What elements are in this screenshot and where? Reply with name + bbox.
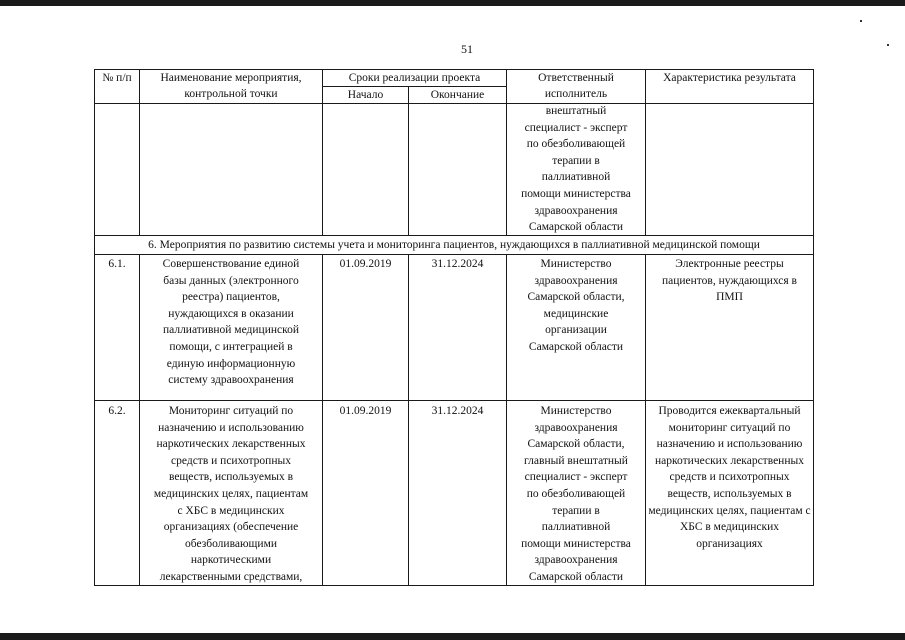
page-number: 51 <box>461 42 473 56</box>
row-start-date: 01.09.2019 <box>339 405 392 417</box>
row-result: Электронные реестры пациентов, нуждающихся в ПМП <box>661 258 797 304</box>
header-responsible: Ответственный исполнитель <box>538 72 614 100</box>
row-number: 6.2. <box>108 405 126 417</box>
row-responsible: Министерство здравоохранения Самарской области, главный внештатный специалист - эксперт по обезболивающей терапии в паллиативной помощи министерства здравоохранения Самарской области <box>521 405 631 583</box>
row-number: 6.1. <box>108 258 126 270</box>
scan-speck <box>887 44 889 46</box>
row-responsible: Министерство здравоохранения Самарской области, медицинские организации Самарской области <box>527 258 625 353</box>
row-end-date: 31.12.2024 <box>431 405 484 417</box>
row-end-date: 31.12.2024 <box>431 258 484 270</box>
header-result: Характеристика результата <box>663 72 796 84</box>
row-start-date: 01.09.2019 <box>339 258 392 270</box>
scan-speck <box>860 20 862 22</box>
row-event-name: Мониторинг ситуаций по назначению и использованию наркотических лекарственных средств и психотропных веществ, используемых в медицинских целях, пациентам с ХБС в медицинских организациях (обеспечение обезболивающими наркотическими лекарственными средствами, <box>153 405 309 583</box>
scan-bottom-edge <box>0 633 905 640</box>
scan-top-edge <box>0 0 905 6</box>
section-title: 6. Мероприятия по развитию системы учета и мониторинга пациентов, нуждающихся в паллиативной медицинской помощи <box>148 239 760 251</box>
header-number: № п/п <box>102 72 132 84</box>
header-event-name: Наименование мероприятия, контрольной точки <box>160 72 302 100</box>
header-start: Начало <box>347 89 384 101</box>
row-event-name: Совершенствование единой базы данных (электронного реестра) пациентов, нуждающихся в оказании паллиативной медицинской помощи, с интеграцией в единую информационную систему здравоохранения <box>162 258 300 387</box>
row-result: Проводится ежеквартальный мониторинг ситуаций по назначению и использованию наркотических лекарственных средств и психотропных веществ, используемых в медицинских целях, пациентам с ХБС в медицинских организациях <box>648 405 811 550</box>
header-terms: Сроки реализации проекта <box>348 72 481 84</box>
continuation-responsible: внештатный специалист - эксперт по обезболивающей терапии в паллиативной помощи министерства здравоохранения Самарской области <box>521 105 631 234</box>
header-end: Окончание <box>430 89 485 101</box>
